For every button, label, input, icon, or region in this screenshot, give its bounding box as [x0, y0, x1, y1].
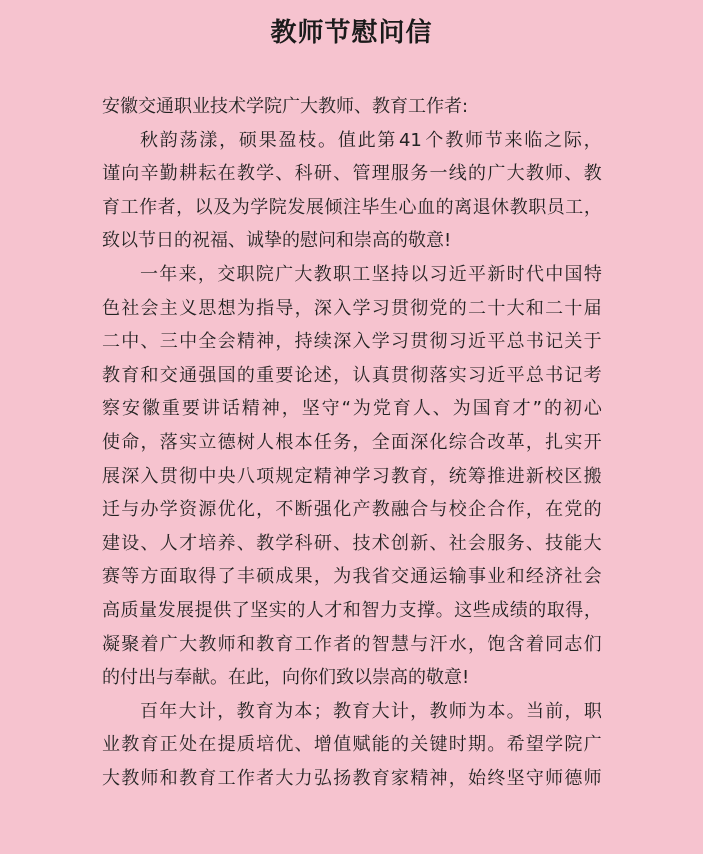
- text-line: 察 安 徽 重 要 讲 话 精 神 ， 坚 守 “ 为 党 育 人 、 为 国 育 才 ” 的 初 心: [102, 398, 602, 420]
- text-line: 百 年 大 计 ， 教 育 为 本 ； 教 育 大 计 ， 教 师 为 本 。 当 前 ， 职: [140, 700, 602, 722]
- text-line: 迁 与 办 学 资 源 优 化 ， 不 断 强 化 产 教 融 合 与 校 企 合 作 ， 在 党 的: [102, 499, 602, 521]
- text-line: 致以节日的祝福、诚挚的慰问和崇高的敬意!: [102, 230, 452, 252]
- letter-title: 教师节慰问信: [270, 18, 433, 48]
- text-line: 秋 韵 荡 漾 ， 硕 果 盈 枝 。 值 此 第 41 个 教 师 节 来 临 之 际 ，: [140, 129, 602, 151]
- text-line: 一 年 来 ， 交 职 院 广 大 教 职 工 坚 持 以 习 近 平 新 时 代 中 国 特: [140, 263, 602, 285]
- text-line: 谨 向 辛 勤 耕 耘 在 教 学 、 科 研 、 管 理 服 务 一 线 的 广 大 教 师 、 教: [102, 163, 602, 185]
- text-line: 业 教 育 正 处 在 提 质 培 优 、 增 值 赋 能 的 关 键 时 期 。 希 望 学 院 广: [102, 734, 602, 756]
- text-line: 的付出与奉献。在此，向你们致以崇高的敬意!: [102, 667, 470, 689]
- text-line: 二 中 、 三 中 全 会 精 神 ， 持 续 深 入 学 习 贯 彻 习 近 平 总 书 记 关 于: [102, 331, 602, 353]
- letter-body: [102, 90, 602, 795]
- text-line: 高 质 量 发 展 提 供 了 坚 实 的 人 才 和 智 力 支 撑 。 这 些 成 绩 的 取 得 ，: [102, 599, 602, 621]
- text-line: 大 教 师 和 教 育 工 作 者 大 力 弘 扬 教 育 家 精 神 ， 始 终 坚 守 师 德 师: [102, 767, 602, 789]
- text-line: 凝 聚 着 广 大 教 师 和 教 育 工 作 者 的 智 慧 与 汗 水 ， 饱 含 着 同 志 们: [102, 633, 602, 655]
- text-line: 赛 等 方 面 取 得 了 丰 硕 成 果 ， 为 我 省 交 通 运 输 事 业 和 经 济 社 会: [102, 566, 602, 588]
- text-line: 教 育 和 交 通 强 国 的 重 要 论 述 ， 认 真 贯 彻 落 实 习 近 平 总 书 记 考: [102, 364, 602, 386]
- text-line: 展 深 入 贯 彻 中 央 八 项 规 定 精 神 学 习 教 育 ， 统 筹 推 进 新 校 区 搬: [102, 465, 602, 487]
- text-line: 色 社 会 主 义 思 想 为 指 导 ， 深 入 学 习 贯 彻 党 的 二 十 大 和 二 十 届: [102, 297, 602, 319]
- text-line: 使 命 ， 落 实 立 德 树 人 根 本 任 务 ， 全 面 深 化 综 合 改 革 ， 扎 实 开: [102, 431, 602, 453]
- text-line: 育 工 作 者 ， 以 及 为 学 院 发 展 倾 注 毕 生 心 血 的 离 退 休 教 职 员 工 ，: [102, 196, 602, 218]
- text-line: 安徽交通职业技术学院广大教师、教育工作者:: [102, 96, 469, 117]
- text-line: 建 设 、 人 才 培 养 、 教 学 科 研 、 技 术 创 新 、 社 会 服 务 、 技 能 大: [102, 532, 602, 554]
